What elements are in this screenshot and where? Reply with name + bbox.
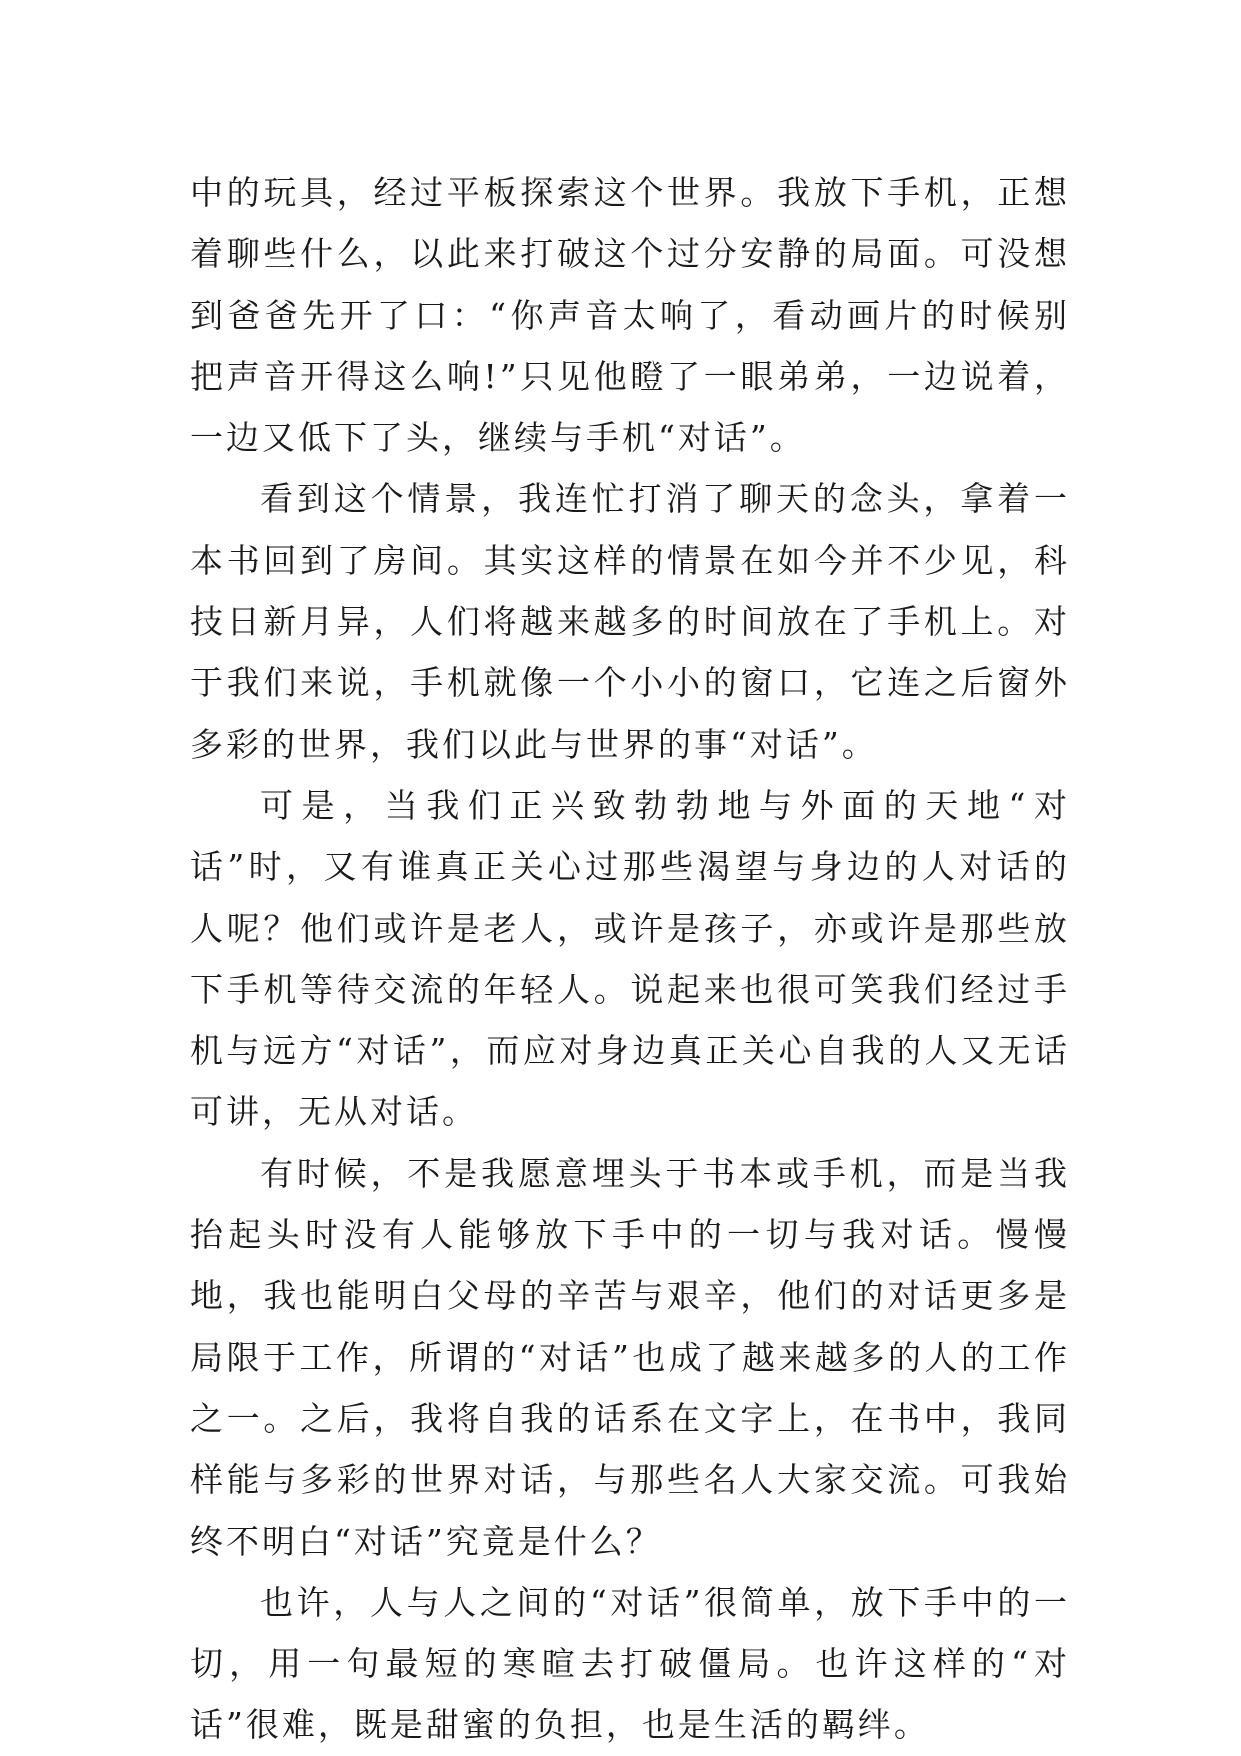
paragraph-4: 有时候，不是我愿意埋头于书本或手机，而是当我抬起头时没有人能够放下手中的一切与我对话。慢慢地，我也能明白父母的辛苦与艰辛，他们的对话更多是局限于工作，所谓的“对话”也成了越来越多的人的工作之一。之后，我将自我的话系在文字上，在书中，我同样能与多彩的世界对话，与那些名人大家交流。可我始终不明白“对话”究竟是什么？: [190, 1153, 1070, 1561]
essay-body: [190, 162, 1070, 1756]
paragraph-1: 中的玩具，经过平板探索这个世界。我放下手机，正想着聊些什么，以此来打破这个过分安静的局面。可没想到爸爸先开了口：“你声音太响了，看动画片的时候别把声音开得这么响!”只见他瞪了一眼弟弟，一边说着，一边又低下了头，继续与手机“对话”。: [190, 173, 1070, 458]
paragraph-5: 也许，人与人之间的“对话”很简单，放下手中的一切，用一句最短的寒暄去打破僵局。也许这样的“对话”很难，既是甜蜜的负担，也是生活的羁绊。: [190, 1582, 1070, 1745]
paragraph-2: 看到这个情景，我连忙打消了聊天的念头，拿着一本书回到了房间。其实这样的情景在如今并不少见，科技日新月异，人们将越来越多的时间放在了手机上。对于我们来说，手机就像一个小小的窗口，它连之后窗外多彩的世界，我们以此与世界的事“对话”。: [190, 479, 1070, 764]
paragraph-3: 可是，当我们正兴致勃勃地与外面的天地“对话”时，又有谁真正关心过那些渴望与身边的人对话的人呢？他们或许是老人，或许是孩子，亦或许是那些放下手机等待交流的年轻人。说起来也很可笑我们经过手机与远方“对话”，而应对身边真正关心自我的人又无话可讲，无从对话。: [190, 785, 1070, 1132]
